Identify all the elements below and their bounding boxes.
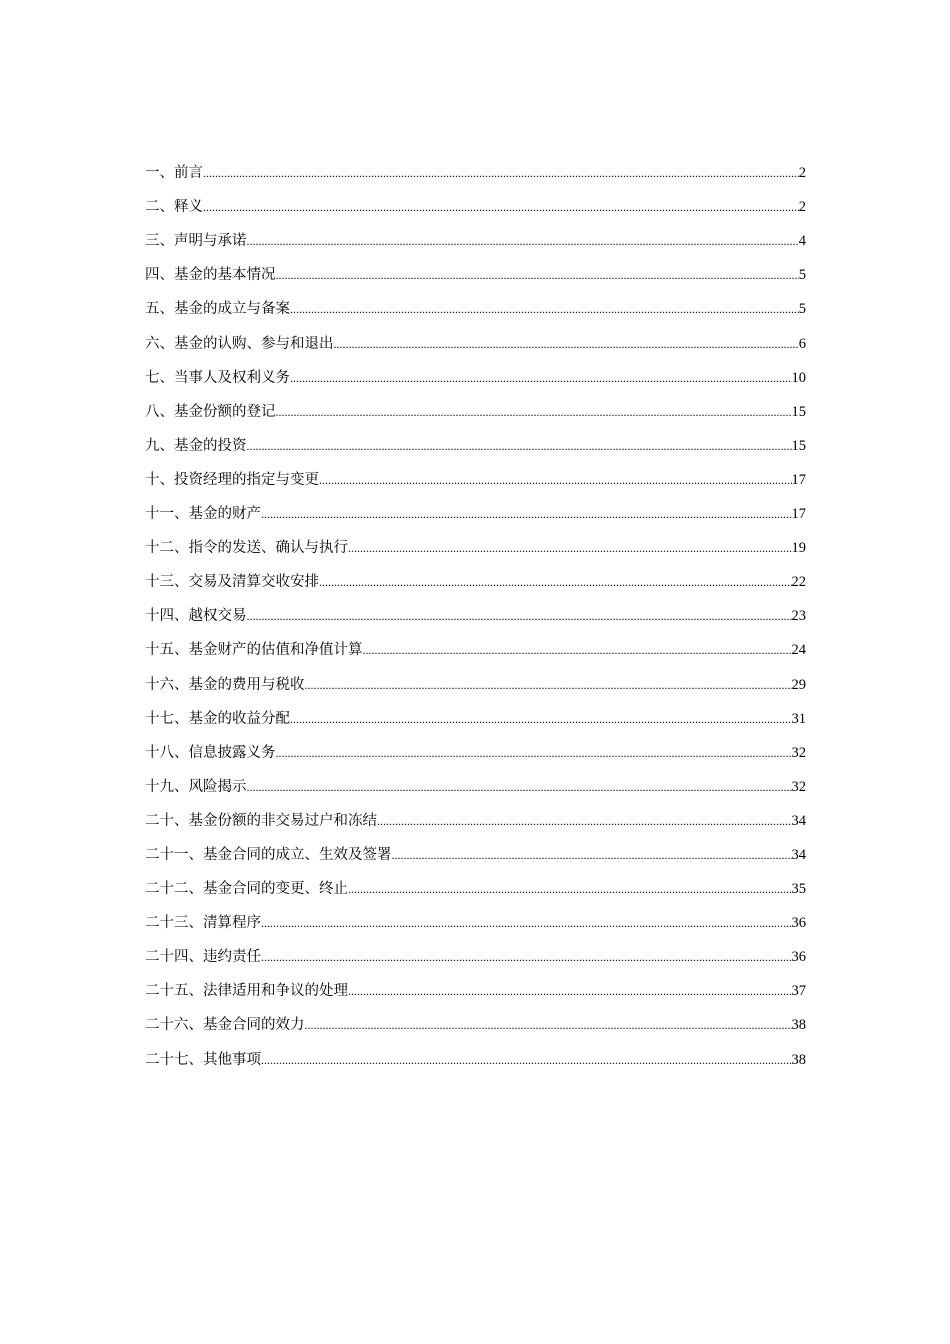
toc-entry[interactable] (145, 192, 806, 226)
toc-dot-leader (377, 812, 792, 840)
toc-entry-page-number: 15 (791, 403, 806, 420)
toc-entry[interactable] (145, 772, 806, 806)
toc-entry-title: 二十、基金份额的非交易过户和冻结 (145, 812, 377, 829)
toc-entry-page-number: 34 (791, 846, 806, 863)
toc-dot-leader (261, 948, 792, 976)
toc-entry[interactable] (145, 397, 806, 431)
toc-entry-title: 九、基金的投资 (145, 437, 247, 454)
toc-entry-page-number: 31 (791, 710, 806, 727)
toc-entry[interactable] (145, 1044, 806, 1078)
toc-entry[interactable] (145, 601, 806, 635)
toc-entry-title: 十六、基金的费用与税收 (145, 676, 305, 693)
toc-entry[interactable] (145, 942, 806, 976)
toc-entry-page-number: 15 (791, 437, 806, 454)
toc-entry-title: 十四、越权交易 (145, 608, 247, 625)
toc-entry-page-number: 32 (791, 744, 806, 761)
toc-entry[interactable] (145, 806, 806, 840)
toc-entry[interactable] (145, 533, 806, 567)
toc-entry-title: 二十一、基金合同的成立、生效及签署 (145, 846, 392, 863)
toc-entry-page-number: 32 (791, 778, 806, 795)
toc-entry-page-number: 35 (791, 881, 806, 898)
toc-entry-title: 二十三、清算程序 (145, 915, 261, 932)
toc-entry-page-number: 19 (791, 540, 806, 557)
toc-dot-leader (334, 335, 799, 363)
toc-entry[interactable] (145, 908, 806, 942)
toc-dot-leader (319, 573, 792, 601)
toc-dot-leader (290, 710, 792, 738)
toc-entry[interactable] (145, 294, 806, 328)
toc-entry-page-number: 17 (791, 506, 806, 523)
toc-entry-title: 十八、信息披露义务 (145, 744, 276, 761)
toc-dot-leader (305, 1016, 792, 1044)
toc-dot-leader (348, 982, 792, 1010)
toc-entry[interactable] (145, 328, 806, 362)
toc-entry[interactable] (145, 431, 806, 465)
toc-entry-title: 二十四、违约责任 (145, 949, 261, 966)
toc-entry-title: 十一、基金的财产 (145, 506, 261, 523)
toc-entry-title: 二十二、基金合同的变更、终止 (145, 881, 348, 898)
toc-entry-page-number: 4 (798, 233, 806, 250)
toc-entry[interactable] (145, 363, 806, 397)
toc-dot-leader (247, 778, 792, 806)
toc-dot-leader (392, 846, 792, 874)
toc-dot-leader (261, 1051, 792, 1079)
toc-entry-title: 十三、交易及清算交收安排 (145, 574, 319, 591)
toc-dot-leader (247, 437, 792, 465)
toc-entry-title: 十五、基金财产的估值和净值计算 (145, 642, 363, 659)
toc-entry-title: 十九、风险揭示 (145, 778, 247, 795)
toc-entry[interactable] (145, 158, 806, 192)
toc-entry-page-number: 22 (791, 574, 806, 591)
toc-dot-leader (276, 266, 799, 294)
toc-dot-leader (276, 744, 792, 772)
toc-dot-leader (261, 914, 792, 942)
toc-dot-leader (261, 505, 792, 533)
toc-dot-leader (319, 471, 792, 499)
toc-entry-title: 四、基金的基本情况 (145, 267, 276, 284)
toc-entry-page-number: 34 (791, 812, 806, 829)
toc-entry-page-number: 38 (791, 1017, 806, 1034)
toc-entry[interactable] (145, 704, 806, 738)
toc-entry-page-number: 2 (798, 165, 806, 182)
toc-dot-leader (363, 641, 792, 669)
toc-dot-leader (348, 880, 792, 908)
toc-entry-title: 一、前言 (145, 165, 203, 182)
toc-entry[interactable] (145, 260, 806, 294)
toc-entry[interactable] (145, 465, 806, 499)
toc-dot-leader (276, 403, 792, 431)
toc-entry-title: 三、声明与承诺 (145, 233, 247, 250)
toc-entry[interactable] (145, 976, 806, 1010)
toc-entry-title: 二、释义 (145, 199, 203, 216)
toc-entry[interactable] (145, 567, 806, 601)
toc-entry-title: 十七、基金的收益分配 (145, 710, 290, 727)
toc-entry-page-number: 2 (798, 199, 806, 216)
toc-entry-page-number: 10 (791, 369, 806, 386)
toc-entry-title: 八、基金份额的登记 (145, 403, 276, 420)
toc-dot-leader (348, 539, 792, 567)
toc-entry-page-number: 29 (791, 676, 806, 693)
toc-entry-page-number: 36 (791, 949, 806, 966)
toc-entry[interactable] (145, 1010, 806, 1044)
toc-entry-page-number: 5 (798, 301, 806, 318)
toc-entry[interactable] (145, 226, 806, 260)
toc-entry[interactable] (145, 669, 806, 703)
toc-entry-title: 六、基金的认购、参与和退出 (145, 335, 334, 352)
toc-entry-title: 二十六、基金合同的效力 (145, 1017, 305, 1034)
toc-dot-leader (290, 369, 792, 397)
toc-dot-leader (247, 232, 799, 260)
toc-entry-title: 二十五、法律适用和争议的处理 (145, 983, 348, 1000)
toc-entry-page-number: 36 (791, 915, 806, 932)
toc-entry-page-number: 5 (798, 267, 806, 284)
toc-entry[interactable] (145, 738, 806, 772)
toc-entry-title: 二十七、其他事项 (145, 1051, 261, 1068)
toc-entry[interactable] (145, 499, 806, 533)
toc-dot-leader (203, 164, 799, 192)
toc-entry-title: 十二、指令的发送、确认与执行 (145, 540, 348, 557)
toc-entry[interactable] (145, 635, 806, 669)
toc-entry-page-number: 24 (791, 642, 806, 659)
toc-entry-page-number: 23 (791, 608, 806, 625)
toc-entry-title: 五、基金的成立与备案 (145, 301, 290, 318)
toc-dot-leader (290, 300, 799, 328)
toc-dot-leader (305, 676, 792, 704)
toc-entry-title: 十、投资经理的指定与变更 (145, 471, 319, 488)
toc-entry-page-number: 38 (791, 1051, 806, 1068)
table-of-contents (145, 158, 806, 1079)
toc-entry[interactable] (145, 840, 806, 874)
toc-entry-page-number: 17 (791, 471, 806, 488)
toc-entry-title: 七、当事人及权利义务 (145, 369, 290, 386)
toc-dot-leader (247, 607, 792, 635)
toc-entry-page-number: 6 (798, 335, 806, 352)
toc-entry[interactable] (145, 874, 806, 908)
toc-entry-page-number: 37 (791, 983, 806, 1000)
toc-dot-leader (203, 198, 799, 226)
